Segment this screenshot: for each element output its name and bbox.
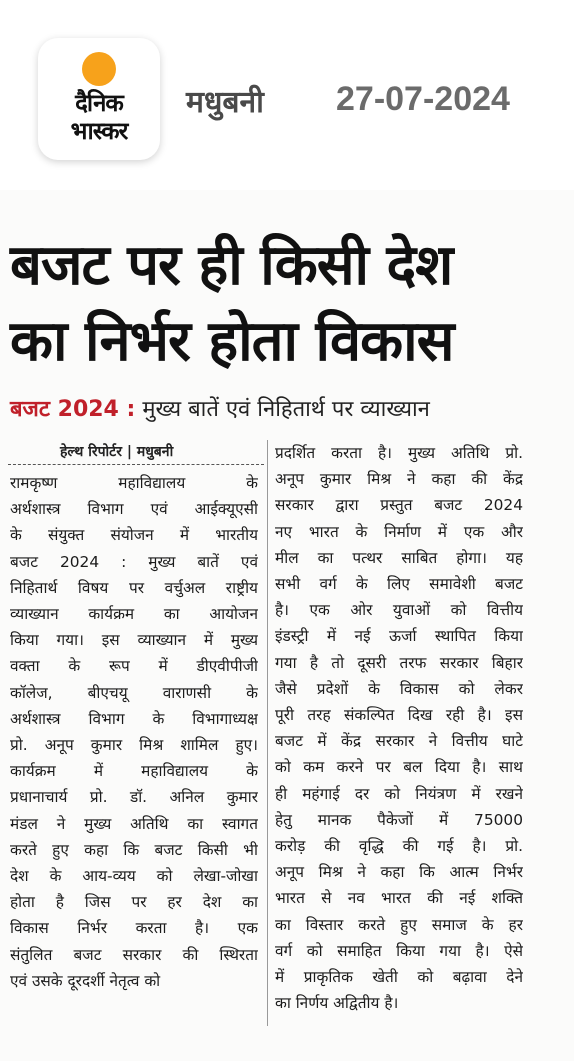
subheadline-text: मुख्य बातें एवं निहितार्थ पर व्याख्यान	[135, 397, 430, 422]
article-text-line: प्रो. अनूप कुमार मिश्र शामिल हुए।	[10, 736, 258, 755]
article-text-line: रामकृष्ण महाविद्यालय के	[10, 474, 258, 492]
article-text-line: अर्थशास्त्र विभाग एवं आईक्यूएसी	[10, 500, 258, 519]
byline: हेल्थ रिपोर्टर | मधुबनी	[60, 444, 174, 460]
article-text-line: कार्यक्रम में महाविद्यालय के	[10, 762, 258, 781]
article-text-line: नए भारत के निर्माण में एक और	[275, 522, 523, 541]
subheadline	[10, 393, 430, 423]
article-text-line: का निर्णय अद्वितीय है।	[275, 994, 399, 1013]
dainik-bhaskar-logo[interactable]	[38, 38, 160, 160]
article-text-line: इंडस्ट्री में नई ऊर्जा स्थापित किया	[275, 627, 523, 646]
app-header	[0, 0, 574, 175]
article-text-line: गया है तो दूसरी तरफ सरकार बिहार	[275, 653, 523, 672]
article-text-line: सभी वर्ग के लिए समावेशी बजट	[275, 575, 523, 594]
article-text-line: किया गया। इस व्याख्यान में मुख्य	[10, 631, 258, 650]
article-text-line: अनूप मिश्र ने कहा कि आत्म निर्भर	[275, 863, 523, 882]
article-column-1	[10, 470, 258, 994]
article-text-line: प्रदर्शित करता है। मुख्य अतिथि प्रो.	[275, 444, 523, 462]
article-text-line: प्रधानाचार्य प्रो. डॉ. अनिल कुमार	[10, 788, 258, 807]
article-text-line: का विस्तार करते हुए समाज के हर	[275, 915, 523, 934]
headline-line-2: का निर्भर होता विकास	[10, 309, 454, 374]
headline-line-1: बजट पर ही किसी देश	[10, 233, 453, 298]
edition-date: 27-07-2024	[336, 80, 510, 118]
logo-text-line1: दैनिक	[75, 89, 123, 117]
article-text-line: होता है जिस पर हर देश का	[10, 893, 258, 912]
article-text-line: करते हुए कहा कि बजट किसी भी	[10, 840, 258, 859]
article-text-line: मील का पत्थर साबित होगा। यह	[275, 548, 523, 567]
article-text-line: वर्ग को समाहित किया गया है। ऐसे	[275, 941, 523, 960]
article-text-line: मंडल ने मुख्य अतिथि का स्वागत	[10, 814, 258, 833]
article-text-line: भारत से नव भारत की नई शक्ति	[275, 889, 523, 908]
article-text-line: जैसे प्रदेशों के विकास को लेकर	[275, 679, 523, 698]
article-text-line: संतुलित बजट सरकार की स्थिरता	[10, 945, 258, 964]
article-text-line: कॉलेज, बीएचयू वाराणसी के	[10, 683, 258, 702]
article-text-line: व्याख्यान कार्यक्रम का आयोजन	[10, 605, 258, 624]
article-text-line: को कम करने पर बल दिया है। साथ	[275, 758, 523, 777]
article-text-line: विकास निर्भर करता है। एक	[10, 919, 258, 938]
article-text-line: अनूप कुमार मिश्र ने कहा की केंद्र	[275, 470, 523, 489]
byline-divider	[8, 464, 264, 465]
article-text-line: ही महंगाई दर को नियंत्रण में रखने	[275, 784, 523, 803]
article-column-2	[275, 440, 523, 1016]
subheadline-kicker: बजट 2024 :	[10, 397, 136, 422]
article-text-line: निहितार्थ विषय पर वर्चुअल राष्ट्रीय	[10, 578, 258, 597]
article-text-line: एवं उसके दूरदर्शी नेतृत्व को	[10, 971, 161, 990]
article-text-line: अर्थशास्त्र विभाग के विभागाध्यक्ष	[10, 709, 258, 728]
sun-icon	[82, 52, 116, 86]
article-text-line: पूरी तरह संकल्पित दिख रही है। इस	[275, 706, 523, 725]
article-text-line: बजट 2024 : मुख्य बातें एवं	[10, 552, 258, 571]
article-text-line: करोड़ की वृद्धि की गई है। प्रो.	[275, 837, 523, 856]
column-divider	[267, 440, 268, 1026]
article-text-line: सरकार द्वारा प्रस्तुत बजट 2024	[275, 496, 523, 515]
logo-text-line2: भास्कर	[70, 117, 128, 145]
article-text-line: वक्ता के रूप में डीएवीपीजी	[10, 657, 258, 676]
article-text-line: हेतु मानक पैकेजों में 75000	[275, 810, 523, 829]
article-text-line: बजट में केंद्र सरकार ने वित्तीय घाटे	[275, 732, 523, 751]
article-text-line: है। एक ओर युवाओं को वित्तीय	[275, 601, 523, 620]
article-text-line: में प्राकृतिक खेती को बढ़ावा देने	[275, 968, 523, 987]
article-text-line: देश के आय-व्यय को लेखा-जोखा	[10, 867, 258, 886]
article-text-line: के संयुक्त संयोजन में भारतीय	[10, 526, 258, 545]
edition-city: मधुबनी	[186, 85, 264, 120]
